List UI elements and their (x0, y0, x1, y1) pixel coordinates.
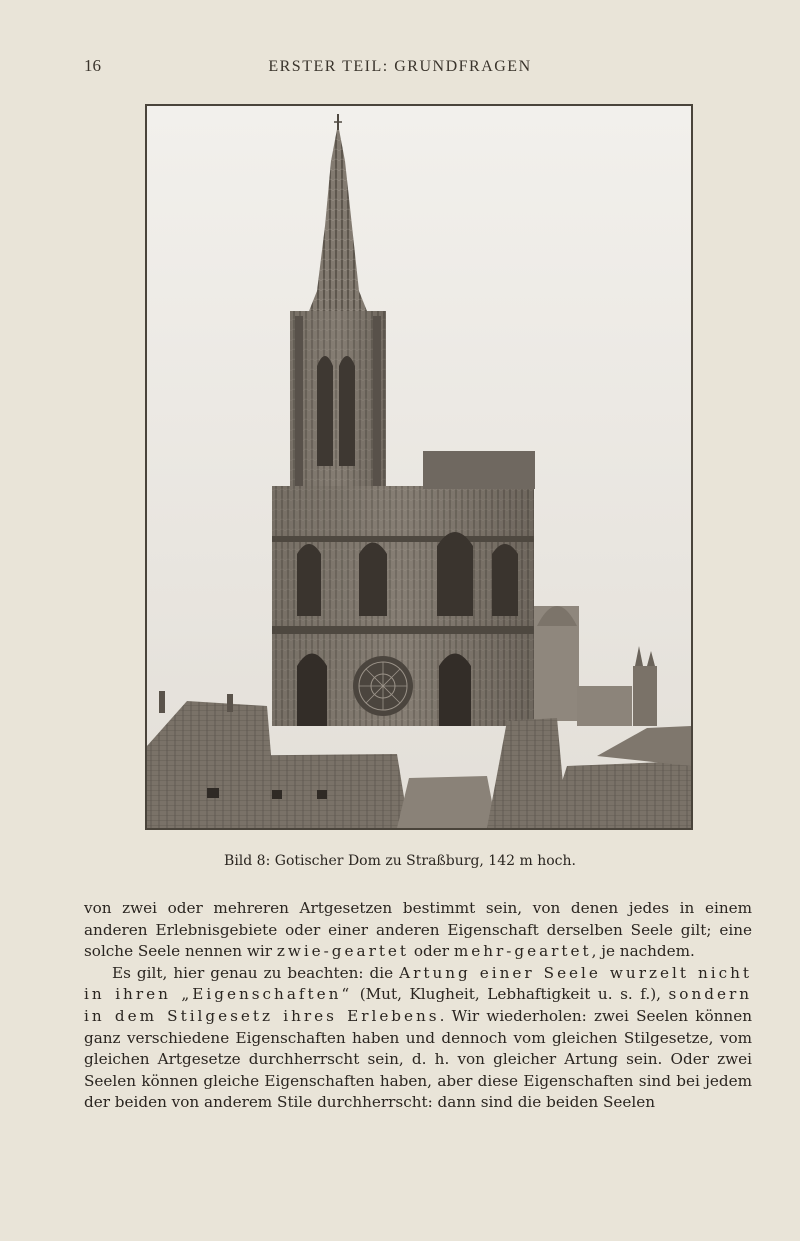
cathedral-facade (272, 451, 535, 726)
cathedral-illustration (147, 106, 691, 828)
body-text (84, 898, 752, 1114)
figure-caption: Bild 8: Gotischer Dom zu Straßburg, 142 m hoch. (224, 853, 576, 869)
page-number: 16 (84, 56, 101, 75)
cathedral-north-tower (290, 311, 386, 499)
paragraph-2: Es gilt, hier genau zu beachten: die Artung einer Seele wurzelt nicht in ihren „Eigenschaften“ (Mut, Klugheit, Lebhaftigkeit u. s. f.), sondern in dem Stilgesetz ihres Erlebens. Wir wiederholen: zwei Seelen können ganz verschiedene Eigenschaften haben und dennoch vom gleichen Stilgesetze, vom gleichen Artgesetze durchherrscht sein, d. h. von gleicher Artung sein. Oder zwei Seelen können gleiche Eigenschaften haben, aber diese Eigenschaften sind bei jedem der beiden von anderem Stile durchherrscht: dann sind die beiden Seelen (84, 963, 752, 1112)
cathedral-photograph (145, 104, 693, 830)
paragraph-1: von zwei oder mehreren Artgesetzen bestimmt sein, von denen jedes in einem anderen Erlebnisgebiete oder einer anderen Eigenschaft derselben Seele gilt; eine solche Seele nennen wir zwie-geartet oder mehr-geartet, je nachdem. (84, 899, 752, 961)
running-head: ERSTER TEIL: GRUNDFRAGEN (268, 58, 532, 75)
